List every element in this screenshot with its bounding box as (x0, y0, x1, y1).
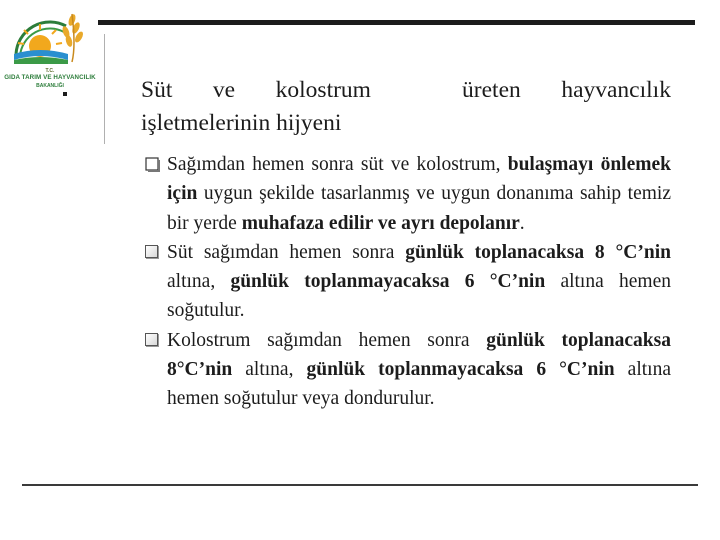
title-line-1 (141, 74, 671, 107)
sun-wheat-emblem-icon (6, 6, 94, 66)
vertical-divider (104, 34, 105, 144)
title-word: kolostrum (275, 77, 371, 103)
logo-line-bottom: BAKANLIĞI (36, 83, 64, 89)
title-word: Süt (141, 77, 173, 103)
bullet-text: Kolostrum sağımdan hemen sonra günlük toplanacaksa 8°C’nin altına, günlük toplanmayacaksa 6 °C’nin altına hemen soğutulur veya dondurulur. (167, 329, 671, 410)
slide-title (141, 74, 671, 140)
ministry-logo (2, 6, 98, 92)
bullet-item (145, 150, 671, 238)
bottom-divider (22, 484, 698, 486)
top-divider (98, 20, 695, 25)
title-word: ve (212, 77, 236, 103)
logo-line-middle: GIDA TARIM VE HAYVANCILIK (4, 74, 96, 81)
bullet-item (145, 238, 671, 326)
bullet-item (145, 326, 671, 414)
title-word: üreten (462, 77, 521, 103)
bullet-text: Süt sağımdan hemen sonra günlük toplanacaksa 8 °C’nin altına, günlük toplanmayacaksa 6 °C’nin altına hemen soğutulur. (167, 241, 671, 322)
title-word: hayvancılık (561, 77, 671, 103)
title-line-2: işletmelerinin hijyeni (141, 110, 342, 136)
checkbox-bullet-icon (145, 157, 161, 173)
slide-marker (63, 92, 67, 96)
square-bullet-icon (145, 245, 158, 258)
logo-line-top: T.C. (45, 68, 55, 74)
square-bullet-icon (145, 333, 158, 346)
bullet-list (145, 150, 671, 414)
bullet-text: Sağımdan hemen sonra süt ve kolostrum, bulaşmayı önlemek için uygun şekilde tasarlanmış ve uygun donanıma sahip temiz bir yerde muhafaza edilir ve ayrı depolanır. (167, 154, 671, 234)
